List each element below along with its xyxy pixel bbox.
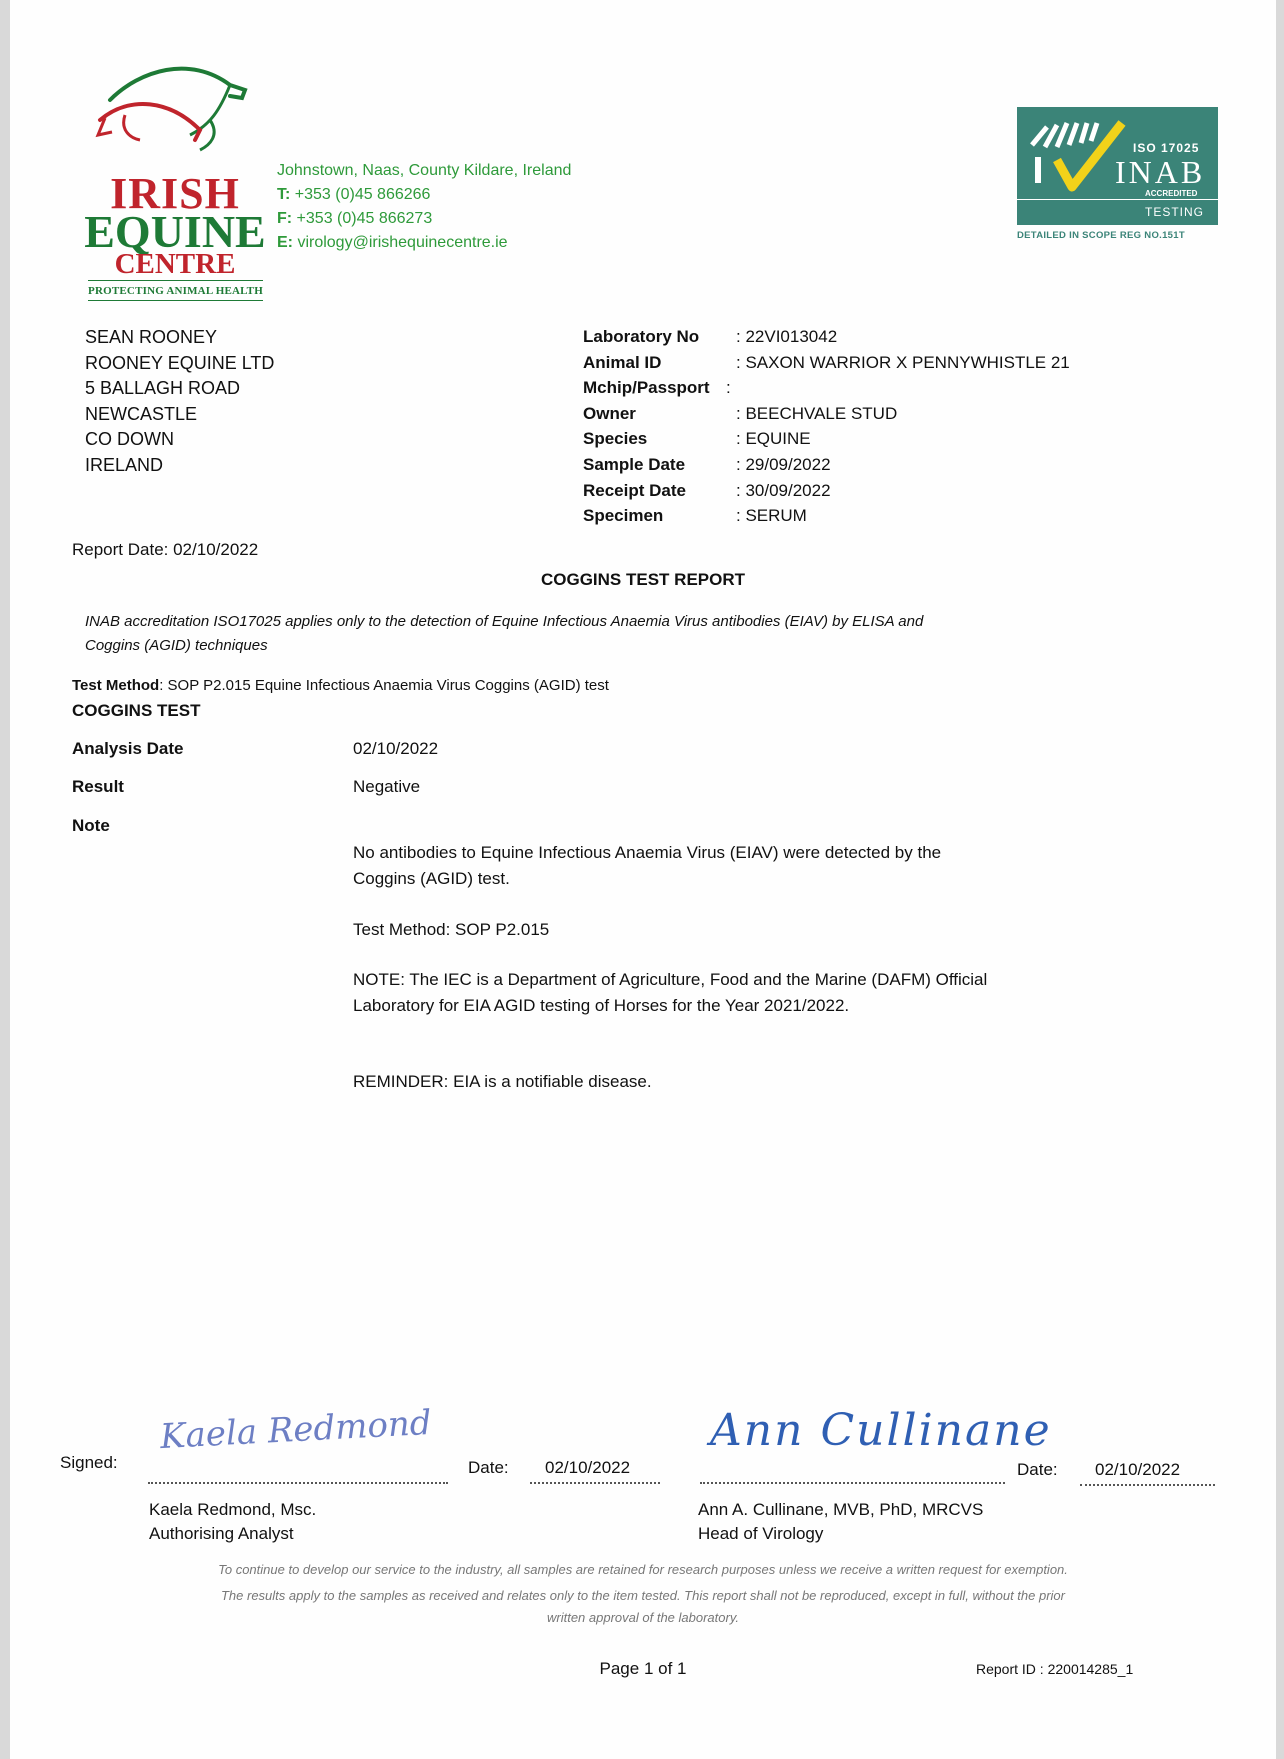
analysis-date-value: 02/10/2022	[353, 739, 439, 758]
inab-name: INAB	[1115, 154, 1206, 190]
footer-disclaimer: The results apply to the samples as received and relates only to the item tested. This report shall not be reproduced, except in full, without the prior	[220, 1588, 1065, 1603]
inab-testing-label: TESTING	[1145, 205, 1205, 219]
info-label: Species	[583, 429, 648, 449]
inab-reg-number: DETAILED IN SCOPE REG NO.151T	[1017, 230, 1185, 241]
inab-accreditation-badge	[1017, 107, 1222, 247]
signed-label: Signed:	[60, 1453, 118, 1472]
report-title: COGGINS TEST REPORT	[540, 570, 746, 589]
footer-retention-note: To continue to develop our service to the industry, all samples are retained for research purposes unless we receive a written request for exemption.	[218, 1562, 1068, 1577]
note-paragraph: REMINDER: EIA is a notifiable disease.	[353, 1072, 652, 1091]
recipient-address	[85, 325, 274, 479]
signer1-name: Kaela Redmond, Msc.	[149, 1500, 317, 1519]
date-line	[1080, 1484, 1215, 1486]
irish-equine-centre-logo	[80, 60, 270, 305]
result-value: Negative	[353, 777, 421, 796]
inab-check-icon	[1027, 115, 1127, 195]
section-title: COGGINS TEST	[72, 701, 201, 720]
horse-logo-icon	[80, 60, 270, 170]
inab-divider	[1017, 199, 1218, 200]
address-line: IRELAND	[85, 454, 164, 475]
date-line	[530, 1482, 660, 1484]
accreditation-note-line: Coggins (AGID) techniques	[85, 637, 268, 654]
inab-accredited-label: ACCREDITED	[1145, 189, 1198, 198]
note-paragraph: Test Method: SOP P2.015	[353, 920, 550, 939]
signature-line	[700, 1482, 1005, 1484]
signer2-block	[698, 1498, 983, 1546]
contact-phone	[277, 186, 430, 204]
date-label: Date:	[468, 1458, 509, 1477]
accreditation-note-line: INAB accreditation ISO17025 applies only to the detection of Equine Infectious Anaemia Virus antibodies (EIAV) by ELISA and	[85, 613, 924, 630]
signer2-date: 02/10/2022	[1095, 1460, 1181, 1479]
info-value: : BEECHVALE STUD	[736, 403, 898, 423]
logo-rule	[88, 280, 263, 281]
info-label: Mchip/Passport	[583, 378, 710, 398]
info-label: Laboratory No	[583, 327, 700, 346]
contact-email	[277, 234, 508, 252]
test-method-value: : SOP P2.015 Equine Infectious Anaemia Virus Coggins (AGID) test	[159, 677, 609, 694]
contact-address: Johnstown, Naas, County Kildare, Ireland	[277, 162, 572, 179]
email-prefix: E:	[277, 234, 293, 251]
logo-line-centre: CENTRE	[114, 248, 236, 280]
test-method-label: Test Method	[72, 677, 160, 694]
signature-line	[148, 1482, 448, 1484]
page-number: Page 1 of 1	[599, 1659, 687, 1678]
info-value: : 30/09/2022	[736, 480, 831, 500]
email-address: virology@irishequinecentre.ie	[293, 234, 508, 251]
report-id: Report ID : 220014285_1	[976, 1661, 1134, 1677]
signature-ann-cullinane: Ann Cullinane	[710, 1405, 1052, 1456]
info-label: Owner	[583, 403, 636, 423]
address-line: CO DOWN	[85, 429, 174, 450]
address-line: SEAN ROONEY	[85, 327, 218, 347]
info-value: : 29/09/2022	[736, 454, 831, 474]
address-line: ROONEY EQUINE LTD	[85, 352, 275, 373]
info-value: : 22VI013042	[736, 327, 838, 346]
info-value: :	[726, 378, 731, 398]
signer1-title: Authorising Analyst	[149, 1524, 294, 1543]
note-label: Note	[72, 816, 110, 835]
date-label: Date:	[1017, 1460, 1058, 1479]
address-line: 5 BALLAGH ROAD	[85, 378, 241, 399]
signer1-date: 02/10/2022	[545, 1458, 631, 1477]
info-value: : SAXON WARRIOR X PENNYWHISTLE 21	[736, 352, 1070, 372]
note-paragraph: NOTE: The IEC is a Department of Agriculture, Food and the Marine (DAFM) Official Laboratory for EIA AGID testing of Horses for the Year 2021/2022.	[353, 970, 988, 1015]
info-label: Animal ID	[583, 352, 662, 372]
accreditation-note	[85, 610, 923, 658]
logo-line-irish: IRISH	[110, 169, 240, 218]
analysis-date-label: Analysis Date	[72, 739, 184, 758]
logo-tagline: PROTECTING ANIMAL HEALTH	[88, 285, 263, 297]
logo-line-equine: EQUINE	[84, 206, 266, 257]
note-paragraph: No antibodies to Equine Infectious Anaemia Virus (EIAV) were detected by the Coggins (AGID) test.	[353, 843, 942, 888]
fax-number: +353 (0)45 866273	[292, 210, 433, 227]
info-label: Specimen	[583, 506, 664, 526]
phone-number: +353 (0)45 866266	[290, 186, 431, 203]
test-method	[72, 677, 609, 694]
footer-disclaimer: written approval of the laboratory.	[547, 1610, 739, 1625]
inab-iso-label: ISO 17025	[1133, 141, 1200, 155]
report-page	[10, 0, 1276, 1759]
phone-prefix: T:	[277, 186, 291, 203]
signer2-title: Head of Virology	[698, 1524, 824, 1543]
fax-prefix: F:	[277, 210, 293, 227]
result-label: Result	[72, 777, 124, 796]
info-value: : EQUINE	[736, 429, 811, 449]
logo-rule	[88, 300, 263, 301]
signature-kaela-redmond: Kaela Redmond	[159, 1402, 433, 1458]
info-value: : SERUM	[736, 506, 807, 526]
address-line: NEWCASTLE	[85, 403, 198, 424]
signer1-block	[149, 1498, 316, 1546]
signer2-name: Ann A. Cullinane, MVB, PhD, MRCVS	[698, 1500, 984, 1519]
info-label: Receipt Date	[583, 480, 686, 500]
report-date: Report Date: 02/10/2022	[72, 540, 259, 559]
contact-fax	[277, 210, 432, 228]
info-label: Sample Date	[583, 454, 686, 474]
